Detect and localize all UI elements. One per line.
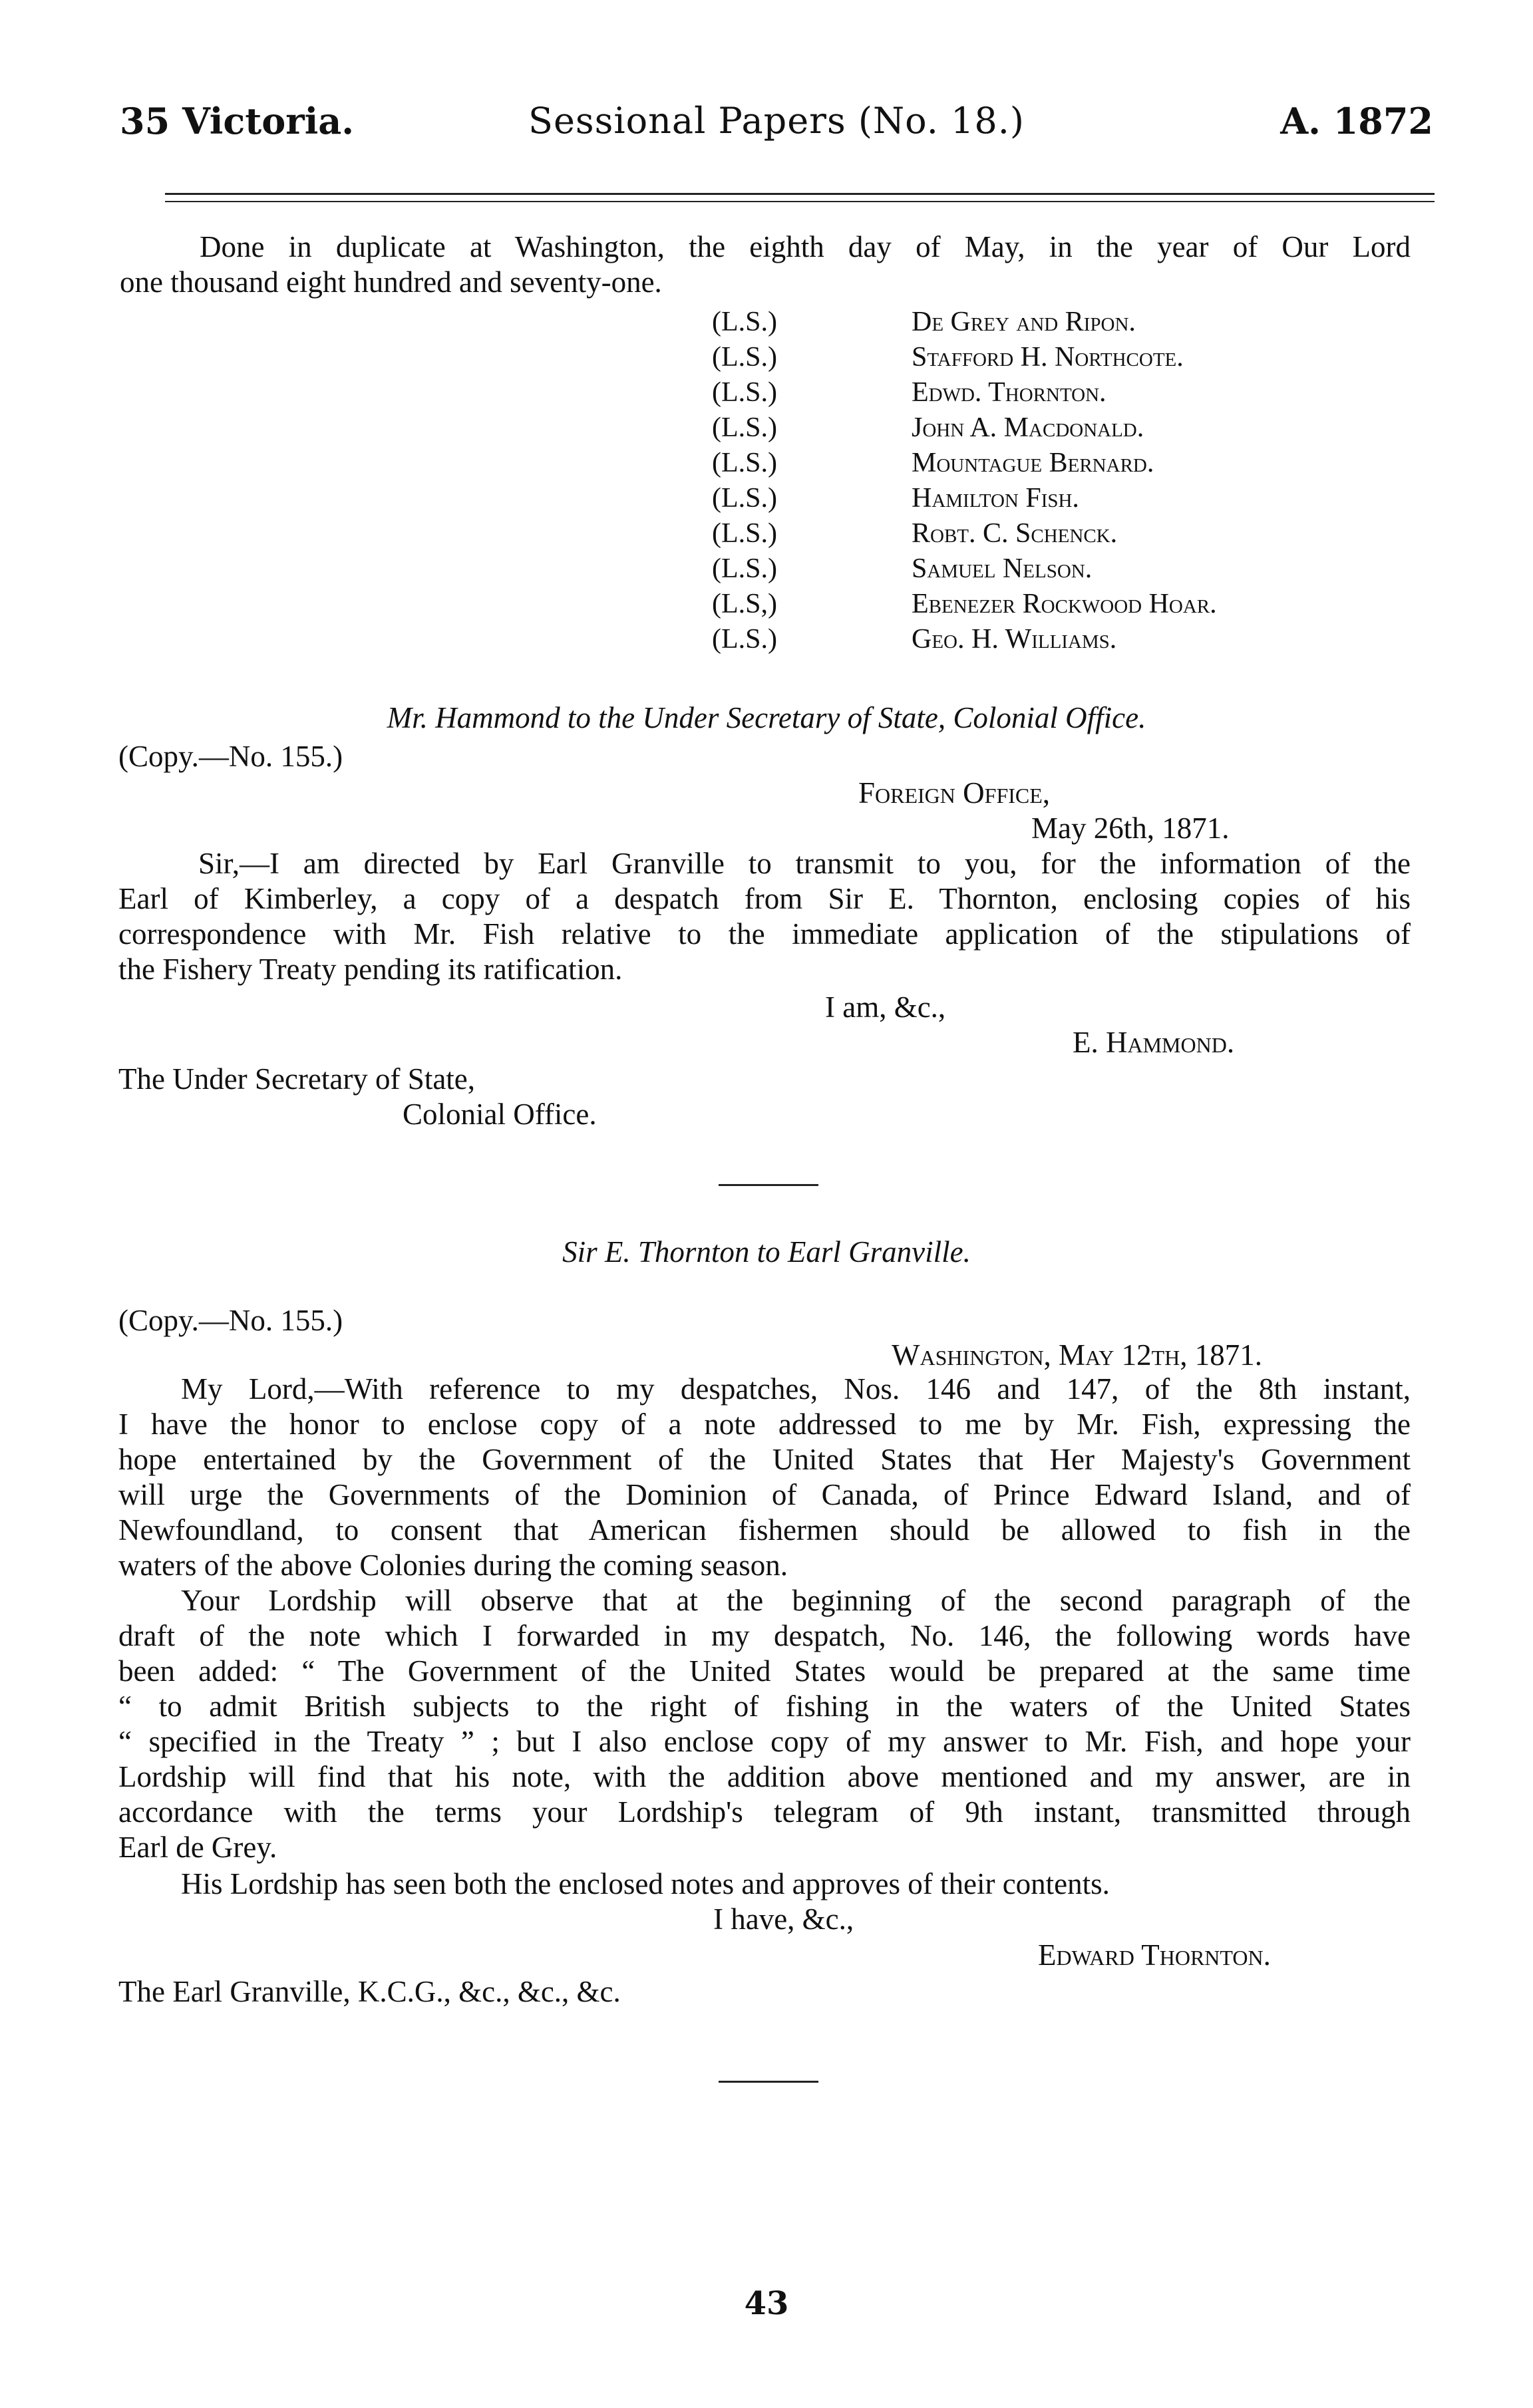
letter2-body-line: My Lord,—With reference to my despatches, Nos. 146 and 147, of the 8th instant, [181,1372,1411,1406]
seal-mark: (L.S.) [712,553,777,584]
letter2-paragraph-2 [118,1583,1411,1865]
letter2-body-line: “ to admit British subjects to the right of fishing in the waters of the United States [118,1690,1411,1723]
letter2-body-line: accordance with the terms your Lordship's telegram of 9th instant, transmitted through [118,1795,1411,1829]
letter1-date: May 26th, 1871. [1031,812,1230,845]
letter2-title: Sir E. Thornton to Earl Granville. [562,1235,971,1269]
signatory-name: Stafford H. Northcote. [912,342,1184,373]
signatory-name: Samuel Nelson. [912,553,1093,584]
seal-mark: (L.S.) [712,624,777,655]
header-year: A. 1872 [1280,100,1433,142]
letter2-closing: I have, &c., [713,1902,854,1936]
treaty-closing-line: one thousand eight hundred and seventy-one. [120,265,662,299]
letter2-body-line: Your Lordship will observe that at the beginning of the second paragraph of the [181,1584,1411,1617]
letter2-body-line: Earl de Grey. [118,1831,277,1864]
treaty-closing-paragraph [120,229,1411,300]
letter2-place-date: Washington, May 12th, 1871. [892,1338,1263,1372]
letter2-paragraph-1 [118,1372,1411,1583]
letter2-body-line: hope entertained by the Government of the United States that Her Majesty's Government [118,1443,1411,1476]
page-number: 43 [744,2285,789,2322]
signatory-name: Mountague Bernard. [912,448,1154,478]
seal-mark: (L.S.) [712,412,777,443]
signatory-name: John A. Macdonald. [912,412,1144,443]
letter1-from: Foreign Office, [858,776,1051,810]
section-divider [719,2081,818,2083]
header-session: 35 Victoria. [120,100,355,142]
letter1-body-line: correspondence with Mr. Fish relative to the immediate application of the stipulations of [118,917,1411,951]
letter1-body [118,846,1411,987]
seal-mark: (L.S.) [712,518,777,549]
seal-mark: (L.S.) [712,307,777,337]
seal-mark: (L.S.) [712,377,777,408]
letter1-copy-number: (Copy.—No. 155.) [118,740,343,773]
letter2-body-line: Lordship will find that his note, with the addition above mentioned and my answer, are in [118,1760,1411,1793]
signatory-name: Edwd. Thornton. [912,377,1107,408]
letter2-body-line: will urge the Governments of the Dominion of Canada, of Prince Edward Island, and of [118,1478,1411,1511]
letter2-body-line: waters of the above Colonies during the coming season. [118,1549,788,1582]
header-rule-top [165,193,1435,195]
treaty-closing-line: Done in duplicate at Washington, the eighth day of May, in the year of Our Lord [200,230,1411,263]
letter2-addressee: The Earl Granville, K.C.G., &c., &c., &c. [118,1975,621,2008]
seal-mark: (L.S.) [712,342,777,373]
seal-mark: (L.S.) [712,483,777,514]
letter1-addressee: The Under Secretary of State, [118,1062,476,1096]
letter1-closing: I am, &c., [825,990,946,1024]
letter2-body-line: I have the honor to enclose copy of a note addressed to me by Mr. Fish, expressing the [118,1408,1411,1441]
header-rule-bottom [165,201,1435,202]
letter2-copy-number: (Copy.—No. 155.) [118,1304,343,1337]
letter1-signature: E. Hammond. [1073,1026,1235,1059]
letter2-body-line: been added: “ The Government of the United States would be prepared at the same time [118,1654,1411,1688]
letter1-body-line: the Fishery Treaty pending its ratification. [118,953,623,986]
signatory-name: Geo. H. Williams. [912,624,1117,655]
seal-mark: (L.S.) [712,448,777,478]
letter2-paragraph-3: His Lordship has seen both the enclosed notes and approves of their contents. [181,1867,1110,1900]
header-title: Sessional Papers (No. 18.) [528,100,1025,142]
letter1-title: Mr. Hammond to the Under Secretary of State, Colonial Office. [387,701,1146,734]
signatory-name: De Grey and Ripon. [912,307,1136,337]
signatory-name: Ebenezer Rockwood Hoar. [912,589,1217,619]
signatory-name: Hamilton Fish. [912,483,1079,514]
letter2-body-line: Newfoundland, to consent that American fishermen should be allowed to fish in the [118,1513,1411,1547]
letter2-body-line: draft of the note which I forwarded in my despatch, No. 146, the following words have [118,1619,1411,1652]
seal-mark: (L.S,) [712,589,777,619]
signatory-name: Robt. C. Schenck. [912,518,1118,549]
letter1-body-line: Sir,—I am directed by Earl Granville to transmit to you, for the information of the [198,847,1411,880]
letter2-body-line: “ specified in the Treaty ” ; but I also enclose copy of my answer to Mr. Fish, and hope your [118,1725,1411,1758]
letter2-signature: Edward Thornton. [1038,1938,1271,1972]
section-divider [719,1184,818,1186]
running-header [120,100,1433,160]
letter1-body-line: Earl of Kimberley, a copy of a despatch from Sir E. Thornton, enclosing copies of his [118,882,1411,915]
letter1-addressee: Colonial Office. [403,1098,597,1131]
